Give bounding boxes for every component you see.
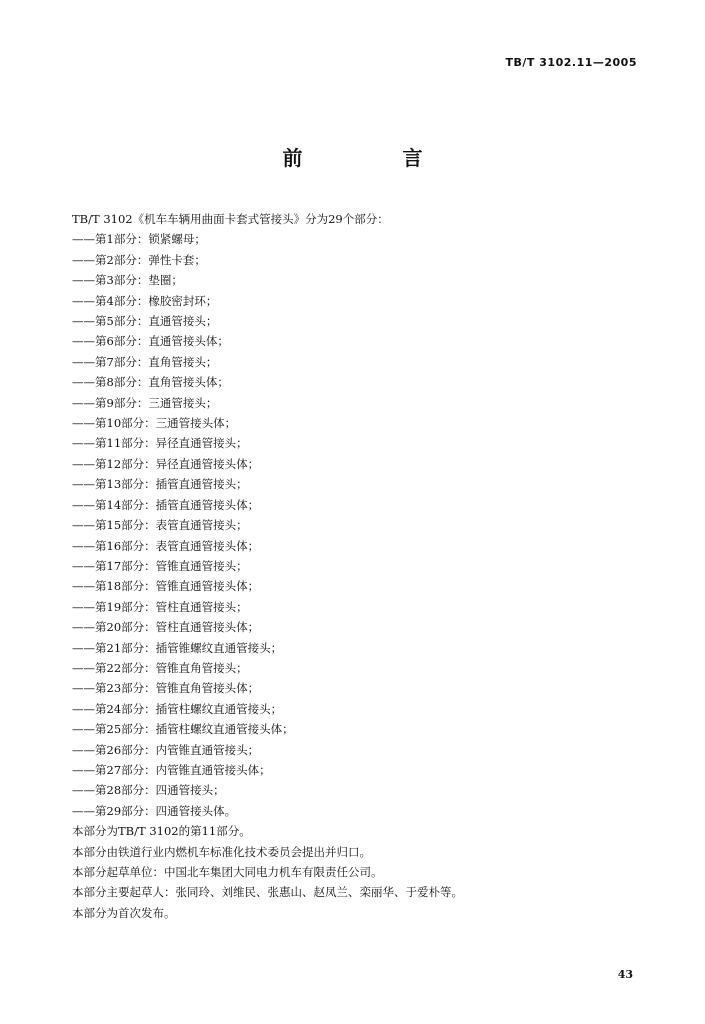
part-list-item: ——第4部分：橡胶密封环；: [72, 293, 218, 308]
page-title: 前 言: [282, 146, 463, 170]
part-list-item: ——第13部分：插管直通管接头；: [72, 477, 248, 492]
part-list-item: ——第26部分：内管锥直通管接头；: [72, 742, 260, 757]
intro-line: TB/T 3102《机车车辆用曲面卡套式管接头》分为29个部分：: [72, 212, 389, 226]
part-list-item: ——第29部分：四通管接头体。: [72, 803, 237, 818]
page-number: 43: [617, 968, 633, 981]
note-line: 本部分起草单位：中国北车集团大同电力机车有限责任公司。: [72, 865, 383, 879]
part-list-item: ——第6部分：直通管接头体；: [72, 334, 229, 349]
part-list-item: ——第18部分：管锥直通管接头体；: [72, 579, 260, 594]
note-line: 本部分为首次发布。: [72, 905, 176, 920]
part-list-item: ——第14部分：插管直通管接头体；: [72, 497, 260, 512]
note-line: 本部分由铁道行业内燃机车标准化技术委员会提出并归口。: [72, 844, 371, 859]
part-list-item: ——第2部分：弹性卡套；: [72, 252, 206, 267]
part-list-item: ——第20部分：管柱直通管接头体；: [72, 620, 260, 635]
part-list-item: ——第24部分：插管柱螺纹直通管接头；: [72, 701, 283, 716]
part-list-item: ——第9部分：三通管接头；: [72, 395, 218, 410]
part-list-item: ——第11部分：异径直通管接头；: [72, 436, 248, 451]
part-list-item: ——第7部分：直角管接头；: [72, 354, 218, 369]
part-list-item: ——第12部分：异径直通管接头体；: [72, 456, 260, 471]
part-list-item: ——第16部分：表管直通管接头体；: [72, 538, 260, 553]
part-list-item: ——第19部分：管柱直通管接头；: [72, 599, 248, 614]
part-list-item: ——第23部分：管锥直角管接头体；: [72, 681, 260, 696]
part-list-item: ——第21部分：插管锥螺纹直通管接头；: [72, 640, 283, 655]
part-list-item: ——第17部分：管锥直通管接头；: [72, 558, 248, 573]
document-body: [72, 209, 652, 923]
notes-list: [72, 821, 652, 923]
part-list-item: ——第10部分：三通管接头体；: [72, 416, 237, 431]
note-line: 本部分为TB/T 3102的第11部分。: [72, 824, 251, 839]
parts-list: [72, 229, 652, 821]
part-list-item: ——第8部分：直角管接头体；: [72, 375, 229, 390]
note-line: 本部分主要起草人：张同玲、刘维民、张惠山、赵凤兰、栾丽华、于爱朴等。: [72, 885, 463, 900]
part-list-item: ——第22部分：管锥直角管接头；: [72, 660, 248, 675]
part-list-item: ——第27部分：内管锥直通管接头体；: [72, 762, 271, 777]
part-list-item: ——第28部分：四通管接头；: [72, 783, 225, 798]
standard-code-header: TB/T 3102.11—2005: [505, 56, 637, 69]
part-list-item: ——第15部分：表管直通管接头；: [72, 518, 248, 533]
part-list-item: ——第1部分：锁紧螺母；: [72, 232, 206, 247]
part-list-item: ——第5部分：直通管接头；: [72, 314, 218, 329]
part-list-item: ——第3部分：垫圈；: [72, 273, 183, 288]
part-list-item: ——第25部分：插管柱螺纹直通管接头体；: [72, 722, 294, 737]
